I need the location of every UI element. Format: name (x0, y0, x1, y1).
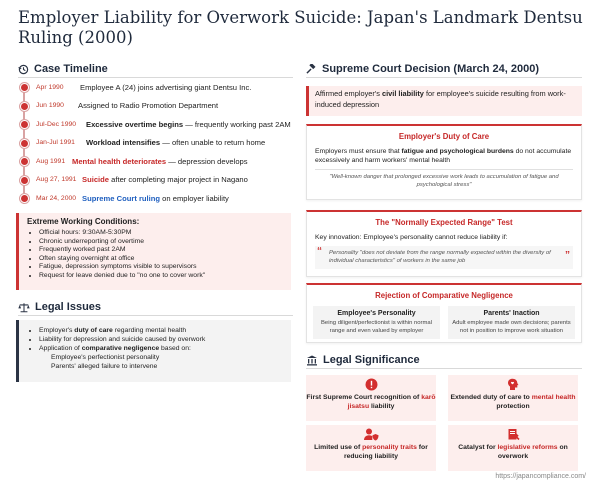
card-title: The "Normally Expected Range" Test (375, 218, 513, 227)
list-item: • Liability for depression and suicide caused by overwork (39, 335, 283, 344)
timeline-item (18, 154, 288, 168)
timeline-item (18, 173, 288, 187)
timeline-dot-icon (20, 102, 29, 111)
column-text: Being diligent/perfectionist is within normal range and even valued by employer (321, 320, 432, 334)
card-body: Key innovation: Employee's personality cannot reduce liability if: (315, 234, 508, 241)
card-body: Employers must ensure that fatigue and psychological burdens do not accumulate excessively and harm workers' mental health (315, 148, 572, 164)
decision-heading (306, 63, 539, 75)
legal-issues-box (16, 320, 291, 382)
open-quote-icon: “ (317, 246, 322, 257)
quote: “ Personality "does not deviate from the range normally expected within the diversity of individual characteristics" of workers in the same job ” (315, 246, 573, 269)
column-title: Parents' Inaction (483, 310, 540, 317)
timeline-item (18, 80, 288, 94)
list-item: • Official hours: 9:30AM-5:30PM (39, 229, 283, 238)
significance-card-reforms: Catalyst for legislative reforms on overwork (448, 425, 578, 471)
conditions-title: Extreme Working Conditions: (27, 217, 140, 226)
case-timeline-title: Case Timeline (34, 63, 108, 75)
timeline-event: Workload intensifies — often unable to return home (86, 138, 266, 147)
significance-title: Legal Significance (323, 354, 420, 366)
legislation-icon (507, 428, 520, 441)
conditions-list (27, 229, 283, 281)
divider (18, 77, 293, 78)
duty-of-care-card (306, 124, 582, 200)
sub-item: Parents' alleged failure to intervene (51, 363, 158, 370)
timeline-date: Aug 27, 1991 (36, 176, 77, 183)
timeline-event: Assigned to Radio Promotion Department (78, 101, 219, 110)
list-item: • Application of comparative negligence based on: (39, 344, 283, 353)
decision-summary: Affirmed employer's civil liability for employee's suicide resulting from work-induced depression (306, 86, 582, 116)
list-item: • Fatigue, depression symptoms visible to supervisors (39, 263, 283, 272)
column-title: Employee's Personality (337, 310, 416, 317)
timeline-event: Suicide after completing major project in Nagano (82, 175, 248, 184)
timeline-date: Apr 1990 (36, 83, 64, 91)
timeline-dot-icon (20, 157, 29, 166)
timeline-dot-icon (20, 176, 29, 185)
timeline-date: Jan-Jul 1991 (36, 139, 75, 146)
divider (18, 315, 293, 316)
card-title: Rejection of Comparative Negligence (375, 291, 513, 300)
expected-range-card (306, 210, 582, 277)
page-title: Employer Liability for Overwork Suicide: Japan's Landmark Dentsu Ruling (2000) (18, 8, 583, 47)
close-quote-icon: ” (565, 250, 570, 261)
significance-card-mental-health: Extended duty of care to mental health protection (448, 375, 578, 421)
scales-icon (18, 302, 30, 313)
history-icon (18, 64, 29, 75)
divider (306, 368, 582, 369)
divider (306, 77, 582, 78)
issues-list (27, 326, 283, 353)
timeline-item (18, 99, 288, 113)
significance-card-personality: Limited use of personality traits for reducing liability (306, 425, 436, 471)
timeline-dot-icon (20, 194, 29, 203)
timeline-item (18, 117, 291, 131)
timeline-event: Supreme Court ruling on employer liability (82, 193, 229, 203)
working-conditions-box (16, 213, 291, 290)
list-item: • Chronic underreporting of overtime (39, 238, 283, 247)
user-shield-icon (364, 428, 379, 441)
timeline-dot-icon (20, 83, 29, 92)
courthouse-icon (306, 355, 318, 366)
alert-icon (365, 378, 378, 391)
list-item: • Often staying overnight at office (39, 255, 283, 264)
sub-item: Employee's perfectionist personality (51, 354, 160, 361)
source-url: https://japancompliance.com/ (495, 473, 586, 480)
list-item: • Request for leave denied due to "no one to cover work" (39, 272, 283, 281)
personality-column (313, 306, 440, 339)
column-text: Adult employee made own decisions; parents not in position to improve work situation (452, 320, 571, 334)
significance-heading (306, 354, 420, 366)
card-title: Employer's Duty of Care (398, 132, 490, 141)
timeline-dot-icon (20, 120, 29, 129)
timeline-event: Employee A (24) joins advertising giant Dentsu Inc. (80, 82, 252, 92)
negligence-card (306, 283, 582, 343)
legal-issues-title: Legal Issues (35, 301, 102, 313)
timeline-date: Aug 1991 (36, 157, 66, 165)
timeline-dot-icon (20, 139, 29, 148)
timeline-event: Excessive overtime begins — frequently working past 2AM (86, 119, 291, 129)
decision-title: Supreme Court Decision (March 24, 2000) (322, 63, 540, 75)
list-item: • Employer's duty of care regarding mental health (39, 326, 283, 335)
significance-card-first-recognition: First Supreme Court recognition of karō jisatsu liability (306, 375, 436, 421)
timeline-date: Jun 1990 (36, 102, 64, 109)
timeline-date: Mar 24, 2000 (36, 194, 77, 202)
timeline-date: Jul-Dec 1990 (36, 120, 77, 128)
heart-head-icon (507, 378, 520, 391)
quote: "Well-known danger that prolonged excessive work leads to accumulation of fatigue and psychological stress" (315, 169, 573, 189)
timeline-event: Mental health deteriorates — depression develops (72, 156, 248, 166)
timeline-item (18, 191, 288, 205)
case-timeline-heading (18, 63, 108, 75)
parents-column (448, 306, 575, 339)
gavel-icon (306, 64, 317, 75)
list-item: • Frequently worked past 2AM (39, 246, 283, 255)
legal-issues-heading (18, 301, 101, 313)
timeline-item (18, 136, 288, 150)
